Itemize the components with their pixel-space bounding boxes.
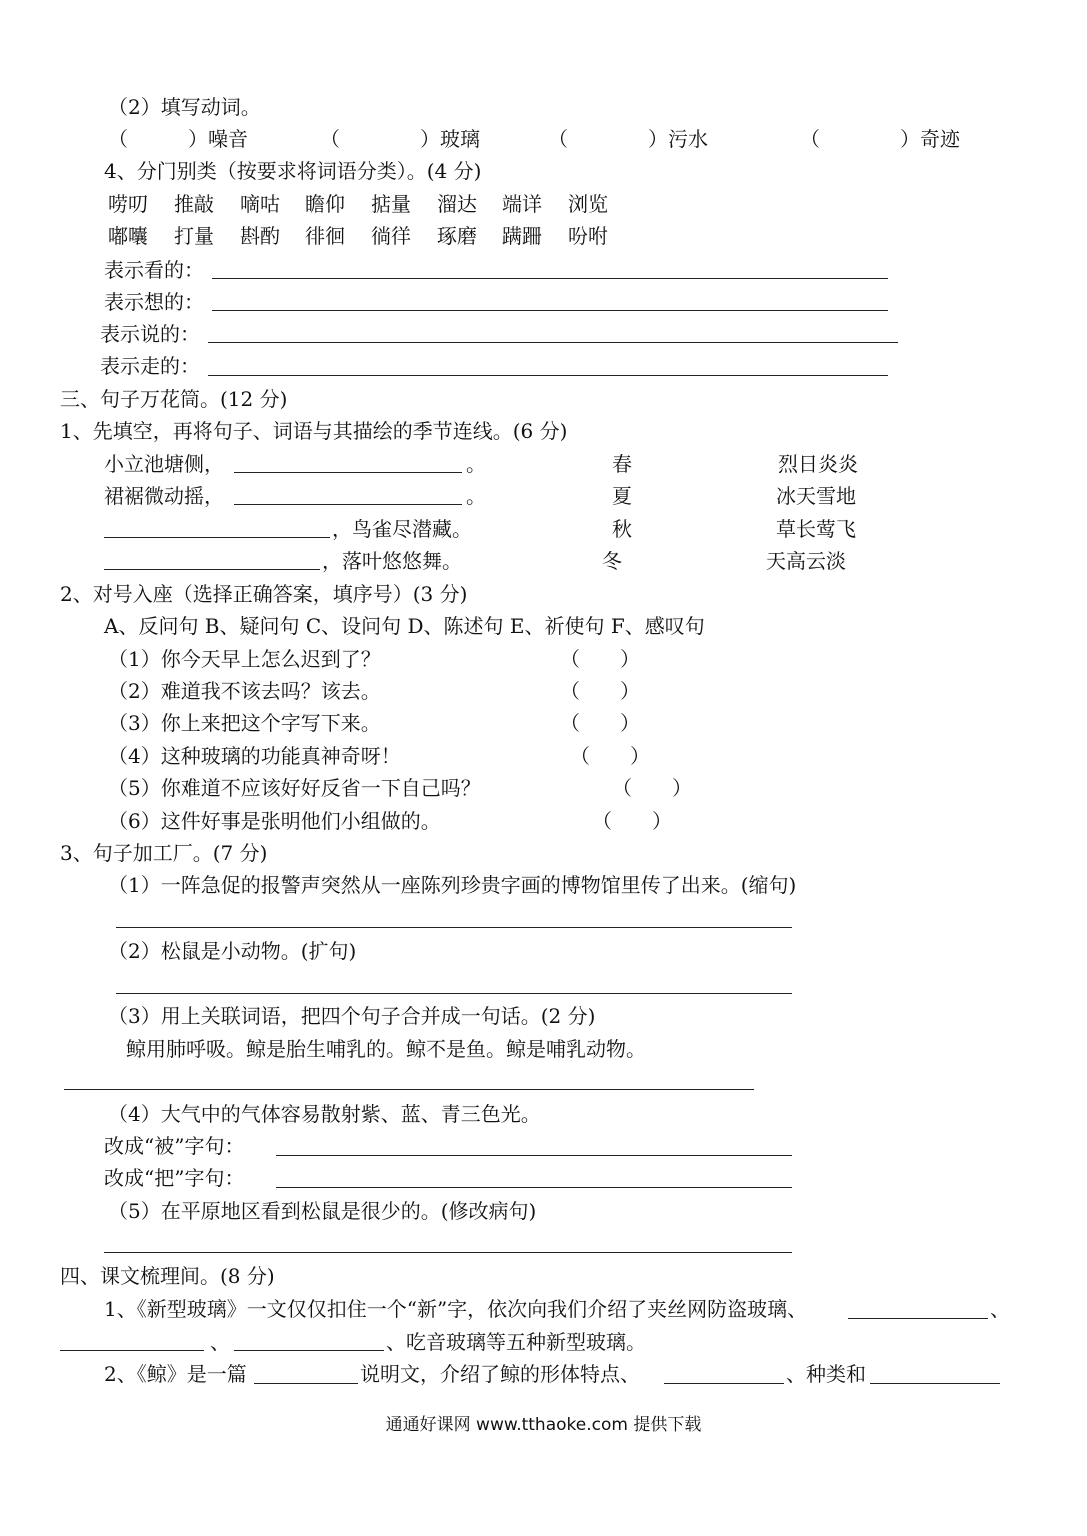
s4-q1-blank-3[interactable]	[234, 1350, 384, 1351]
season-winter: 冬	[602, 549, 622, 573]
s4-q2-part-a: 2、《鲸》是一篇	[104, 1362, 247, 1386]
word: 推敲	[174, 192, 214, 216]
label-say: 表示说的：	[100, 322, 200, 346]
s4-q2-blank-1[interactable]	[254, 1383, 358, 1384]
sentence-4: ，落叶悠悠舞。	[322, 549, 462, 573]
q3-answer-line-1[interactable]	[116, 927, 792, 928]
word-4: 天高云淡	[766, 549, 846, 573]
section-4-title: 四、课文梳理间。(8 分)	[60, 1264, 275, 1288]
q2-item-4: （4）这种玻璃的功能真神奇呀！	[108, 744, 401, 768]
season-autumn: 秋	[612, 517, 632, 541]
q3-item-3: （3）用上关联词语，把四个句子合并成一句话。(2 分)	[108, 1004, 596, 1028]
q3-ba-label: 改成“把”字句：	[104, 1166, 245, 1190]
period: 。	[466, 452, 486, 476]
season-spring: 春	[612, 452, 632, 476]
word: 溜达	[437, 192, 477, 216]
q2-title: 2、对号入座（选择正确答案，填序号）(3 分)	[60, 582, 468, 606]
word: 端详	[502, 192, 542, 216]
q2-item-1: （1）你今天早上怎么迟到了？	[108, 647, 381, 671]
sentence-3: ，鸟雀尽潜藏。	[332, 517, 472, 541]
word: 瞻仰	[305, 192, 345, 216]
period: 。	[466, 484, 486, 508]
answer-line-look[interactable]	[212, 278, 888, 279]
s4-q1-comma: 、	[990, 1297, 1010, 1321]
word: 嘀咕	[240, 192, 280, 216]
blank-3[interactable]	[104, 537, 330, 538]
q3-item-2: （2）松鼠是小动物。(扩句)	[108, 939, 357, 963]
s4-q2-blank-2[interactable]	[664, 1383, 784, 1384]
blank-1[interactable]	[234, 472, 462, 473]
blank-4[interactable]	[104, 569, 320, 570]
q2-answer-4[interactable]: （ ）	[570, 744, 650, 768]
label-think: 表示想的：	[104, 290, 204, 314]
answer-line-say[interactable]	[208, 342, 898, 343]
answer-line-think[interactable]	[212, 310, 888, 311]
fill-verb-item-1[interactable]: （ ）噪音	[108, 127, 248, 151]
q3-item-4: （4）大气中的气体容易散射紫、蓝、青三色光。	[108, 1102, 541, 1126]
word: 唠叨	[108, 192, 148, 216]
s4-q2-blank-3[interactable]	[870, 1383, 1000, 1384]
s4-q1-line-a: 1、《新型玻璃》一文仅仅扣住一个“新”字，依次向我们介绍了夹丝网防盗玻璃、	[104, 1297, 808, 1321]
sentence-1: 小立池塘侧，	[104, 452, 224, 476]
word: 掂量	[371, 192, 411, 216]
q2-answer-1[interactable]: （ ）	[560, 647, 640, 671]
q2-answer-3[interactable]: （ ）	[560, 711, 640, 735]
blank-2[interactable]	[234, 504, 462, 505]
word-3: 草长莺飞	[776, 517, 856, 541]
s4-q2-part-b: 说明文，介绍了鲸的形体特点、	[360, 1362, 640, 1386]
s4-q1-blank-2[interactable]	[60, 1350, 204, 1351]
q3-title: 3、句子加工厂。(7 分)	[60, 841, 268, 865]
word: 徜徉	[371, 224, 411, 248]
label-walk: 表示走的：	[100, 354, 200, 378]
q3-item-1: （1）一阵急促的报警声突然从一座陈列珍贵字画的博物馆里传了出来。(缩句)	[108, 873, 797, 897]
q3-answer-line-5[interactable]	[104, 1252, 792, 1253]
q2-item-5: （5）你难道不应该好好反省一下自己吗？	[108, 776, 481, 800]
q3-answer-line-3[interactable]	[64, 1089, 754, 1090]
word-1: 烈日炎炎	[778, 452, 858, 476]
fill-verb-item-3[interactable]: （ ）污水	[548, 127, 708, 151]
q2-item-3: （3）你上来把这个字写下来。	[108, 711, 381, 735]
word: 浏览	[568, 192, 608, 216]
q2-answer-5[interactable]: （ ）	[612, 776, 692, 800]
word: 琢磨	[437, 224, 477, 248]
q3-answer-line-2[interactable]	[116, 993, 792, 994]
q3-item-3-text: 鲸用肺呼吸。鲸是胎生哺乳的。鲸不是鱼。鲸是哺乳动物。	[126, 1037, 646, 1061]
classify-title: 4、分门别类（按要求将词语分类）。(4 分)	[104, 159, 482, 183]
q2-answer-6[interactable]: （ ）	[592, 809, 672, 833]
s4-q1-blank-1[interactable]	[848, 1318, 988, 1319]
sentence-2: 裙裾微动摇，	[104, 484, 224, 508]
fill-verb-item-2[interactable]: （ ）玻璃	[320, 127, 480, 151]
section-3-title: 三、句子万花筒。(12 分)	[60, 387, 288, 411]
q3-ba-line[interactable]	[276, 1187, 792, 1188]
q3-bei-line[interactable]	[276, 1155, 792, 1156]
s4-q1-sep: 、	[210, 1330, 230, 1354]
word: 嘟囔	[108, 224, 148, 248]
q2-item-2: （2）难道我不该去吗？该去。	[108, 679, 381, 703]
word: 吩咐	[568, 224, 608, 248]
q2-answer-2[interactable]: （ ）	[560, 679, 640, 703]
word: 蹒跚	[502, 224, 542, 248]
word: 打量	[174, 224, 214, 248]
word-2: 冰天雪地	[776, 484, 856, 508]
fill-verbs-title: （2）填写动词。	[108, 95, 261, 119]
q1-title: 1、先填空，再将句子、词语与其描绘的季节连线。(6 分)	[60, 419, 568, 443]
word: 徘徊	[305, 224, 345, 248]
q3-bei-label: 改成“被”字句：	[104, 1134, 245, 1158]
q2-options: A、反问句 B、疑问句 C、设问句 D、陈述句 E、祈使句 F、感叹句	[104, 614, 705, 638]
q2-item-6: （6）这件好事是张明他们小组做的。	[108, 809, 441, 833]
word: 斟酌	[240, 224, 280, 248]
footer-source: 通通好课网 www.tthaoke.com 提供下载	[385, 1415, 702, 1435]
label-look: 表示看的：	[104, 258, 204, 282]
s4-q1-line-c: 、吃音玻璃等五种新型玻璃。	[386, 1330, 646, 1354]
answer-line-walk[interactable]	[208, 375, 888, 376]
s4-q2-part-c: 、种类和	[786, 1362, 866, 1386]
fill-verb-item-4[interactable]: （ ）奇迹	[800, 127, 960, 151]
season-summer: 夏	[612, 484, 632, 508]
q3-item-5: （5）在平原地区看到松鼠是很少的。(修改病句)	[108, 1199, 537, 1223]
